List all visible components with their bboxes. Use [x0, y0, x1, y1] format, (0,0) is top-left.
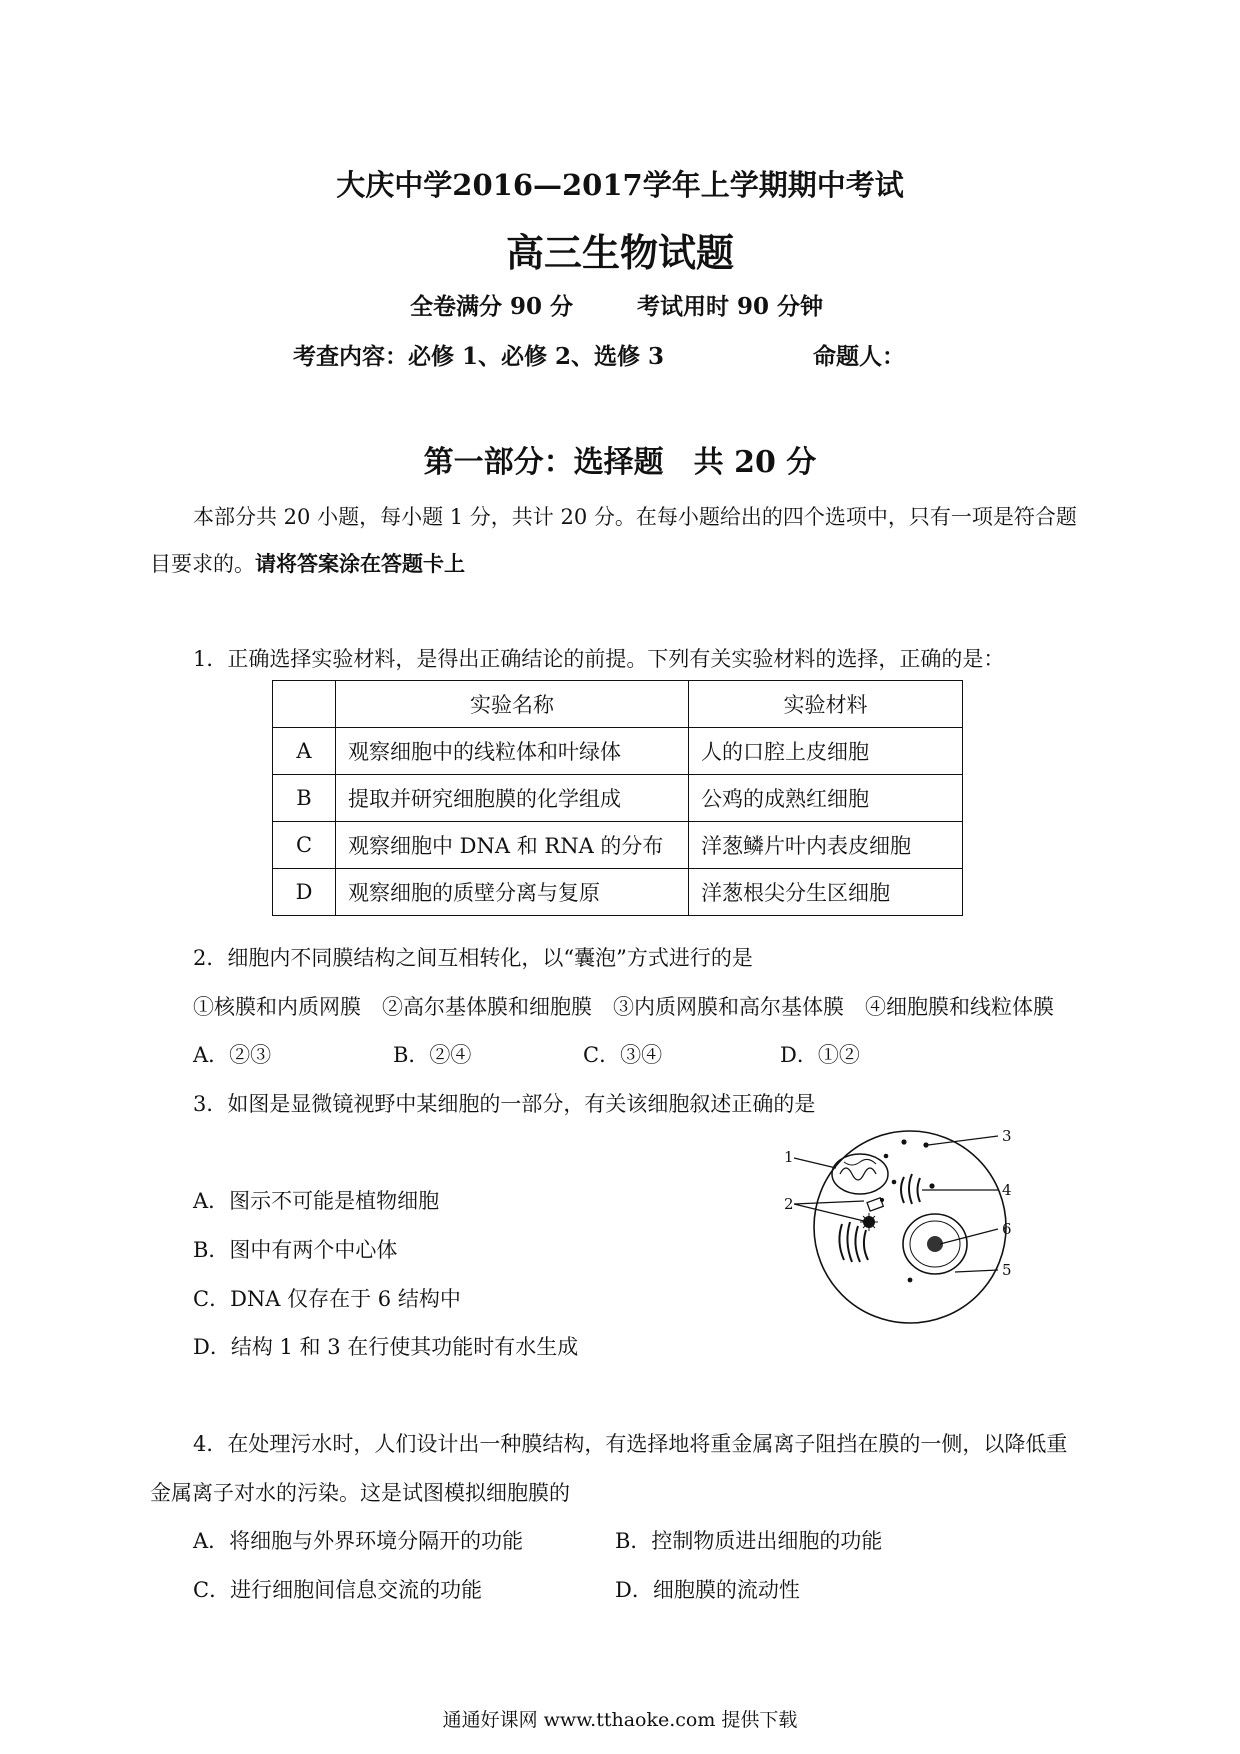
- subject-title: 高三生物试题: [505, 230, 734, 275]
- leader-line-3: [928, 1136, 998, 1145]
- table-row: [273, 822, 963, 869]
- leader-line-6: [940, 1229, 998, 1244]
- table-row: [273, 728, 963, 775]
- q2-stem: 2．细胞内不同膜结构之间互相转化，以“囊泡”方式进行的是: [193, 946, 753, 970]
- q2-option-b: B．②④: [393, 1043, 472, 1067]
- q3-option-a: A．图示不可能是植物细胞: [193, 1189, 440, 1213]
- figure-label-3: 3: [1002, 1127, 1012, 1145]
- q4-option-a: A．将细胞与外界环境分隔开的功能: [193, 1529, 524, 1553]
- q3-option-b: B．图中有两个中心体: [193, 1238, 398, 1262]
- cell-membrane: [814, 1131, 1006, 1323]
- table-header-cell: 实验材料: [689, 681, 963, 728]
- q4-stem-line2: 金属离子对水的污染。这是试图模拟细胞膜的: [150, 1481, 570, 1505]
- q3-stem: 3．如图是显微镜视野中某细胞的一部分，有关该细胞叙述正确的是: [193, 1092, 816, 1116]
- q2-option-c: C．③④: [583, 1043, 663, 1067]
- section-intro-line2: [150, 548, 465, 578]
- page-footer: 通通好课网 www.tthaoke.com 提供下载: [442, 1709, 798, 1731]
- centriole-structure: [860, 1198, 883, 1231]
- q2-items: ①核膜和内质网膜 ②高尔基体膜和细胞膜 ③内质网膜和高尔基体膜 ④细胞膜和线粒体膜: [193, 995, 1054, 1019]
- q1-materials-table: [272, 680, 963, 916]
- golgi-structure: [901, 1174, 920, 1204]
- section-intro-prefix: 目要求的。: [150, 552, 255, 576]
- table-header-cell: [273, 681, 336, 728]
- cell-diagram: [780, 1122, 1030, 1332]
- table-row: [273, 869, 963, 916]
- q2-option-d: D．①②: [780, 1043, 860, 1067]
- section-intro-instruction: 请将答案涂在答题卡上: [255, 551, 465, 576]
- table-header-row: [273, 681, 963, 728]
- table-cell: C: [273, 822, 336, 869]
- q2-option-a: A．②③: [193, 1043, 272, 1067]
- q4-option-c: C．进行细胞间信息交流的功能: [193, 1578, 483, 1602]
- section-title: 第一部分：选择题 共 20 分: [423, 445, 817, 480]
- leader-line-2a: [794, 1201, 864, 1204]
- nucleus-structure: [903, 1214, 967, 1274]
- q1-stem: 1．正确选择实验材料，是得出正确结论的前提。下列有关实验材料的选择，正确的是：: [193, 647, 1005, 671]
- table-cell: 观察细胞的质壁分离与复原: [336, 869, 689, 916]
- table-cell: 人的口腔上皮细胞: [689, 728, 963, 775]
- table-cell: D: [273, 869, 336, 916]
- figure-label-4: 4: [1002, 1181, 1012, 1199]
- table-cell: B: [273, 775, 336, 822]
- table-cell: 提取并研究细胞膜的化学组成: [336, 775, 689, 822]
- figure-label-6: 6: [1002, 1220, 1012, 1238]
- leader-line-1: [794, 1158, 836, 1168]
- time-limit: 考试用时 90 分钟: [637, 293, 824, 320]
- figure-label-5: 5: [1002, 1261, 1012, 1279]
- leader-line-2b: [794, 1204, 864, 1221]
- content-scope: 考查内容：必修 1、必修 2、选修 3: [293, 343, 665, 370]
- q4-option-b: B．控制物质进出细胞的功能: [615, 1529, 883, 1553]
- author-label: 命题人：: [813, 343, 905, 370]
- full-score: 全卷满分 90 分: [410, 293, 574, 320]
- figure-label-2: 2: [784, 1195, 794, 1213]
- table-cell: 洋葱根尖分生区细胞: [689, 869, 963, 916]
- q3-option-d: D．结构 1 和 3 在行使其功能时有水生成: [193, 1335, 579, 1359]
- table-cell: 观察细胞中 DNA 和 RNA 的分布: [336, 822, 689, 869]
- table-row: [273, 775, 963, 822]
- table-cell: 观察细胞中的线粒体和叶绿体: [336, 728, 689, 775]
- section-intro-line1: 本部分共 20 小题，每小题 1 分，共计 20 分。在每小题给出的四个选项中，只有一项是符合题: [193, 505, 1077, 529]
- figure-label-1: 1: [784, 1148, 794, 1166]
- leader-line-5: [955, 1270, 998, 1272]
- table-header-cell: 实验名称: [336, 681, 689, 728]
- endoplasmic-reticulum: [839, 1222, 868, 1262]
- ribosome-dots: [880, 1139, 935, 1282]
- q3-option-c: C．DNA 仅存在于 6 结构中: [193, 1287, 461, 1311]
- mitochondrion-structure: [832, 1154, 888, 1194]
- exam-title: 大庆中学2016—2017学年上学期期中考试: [336, 168, 904, 202]
- table-cell: 洋葱鳞片叶内表皮细胞: [689, 822, 963, 869]
- q4-stem-line1: 4．在处理污水时，人们设计出一种膜结构，有选择地将重金属离子阻挡在膜的一侧，以降低重: [193, 1432, 1068, 1456]
- table-cell: A: [273, 728, 336, 775]
- table-cell: 公鸡的成熟红细胞: [689, 775, 963, 822]
- q4-option-d: D．细胞膜的流动性: [615, 1578, 800, 1602]
